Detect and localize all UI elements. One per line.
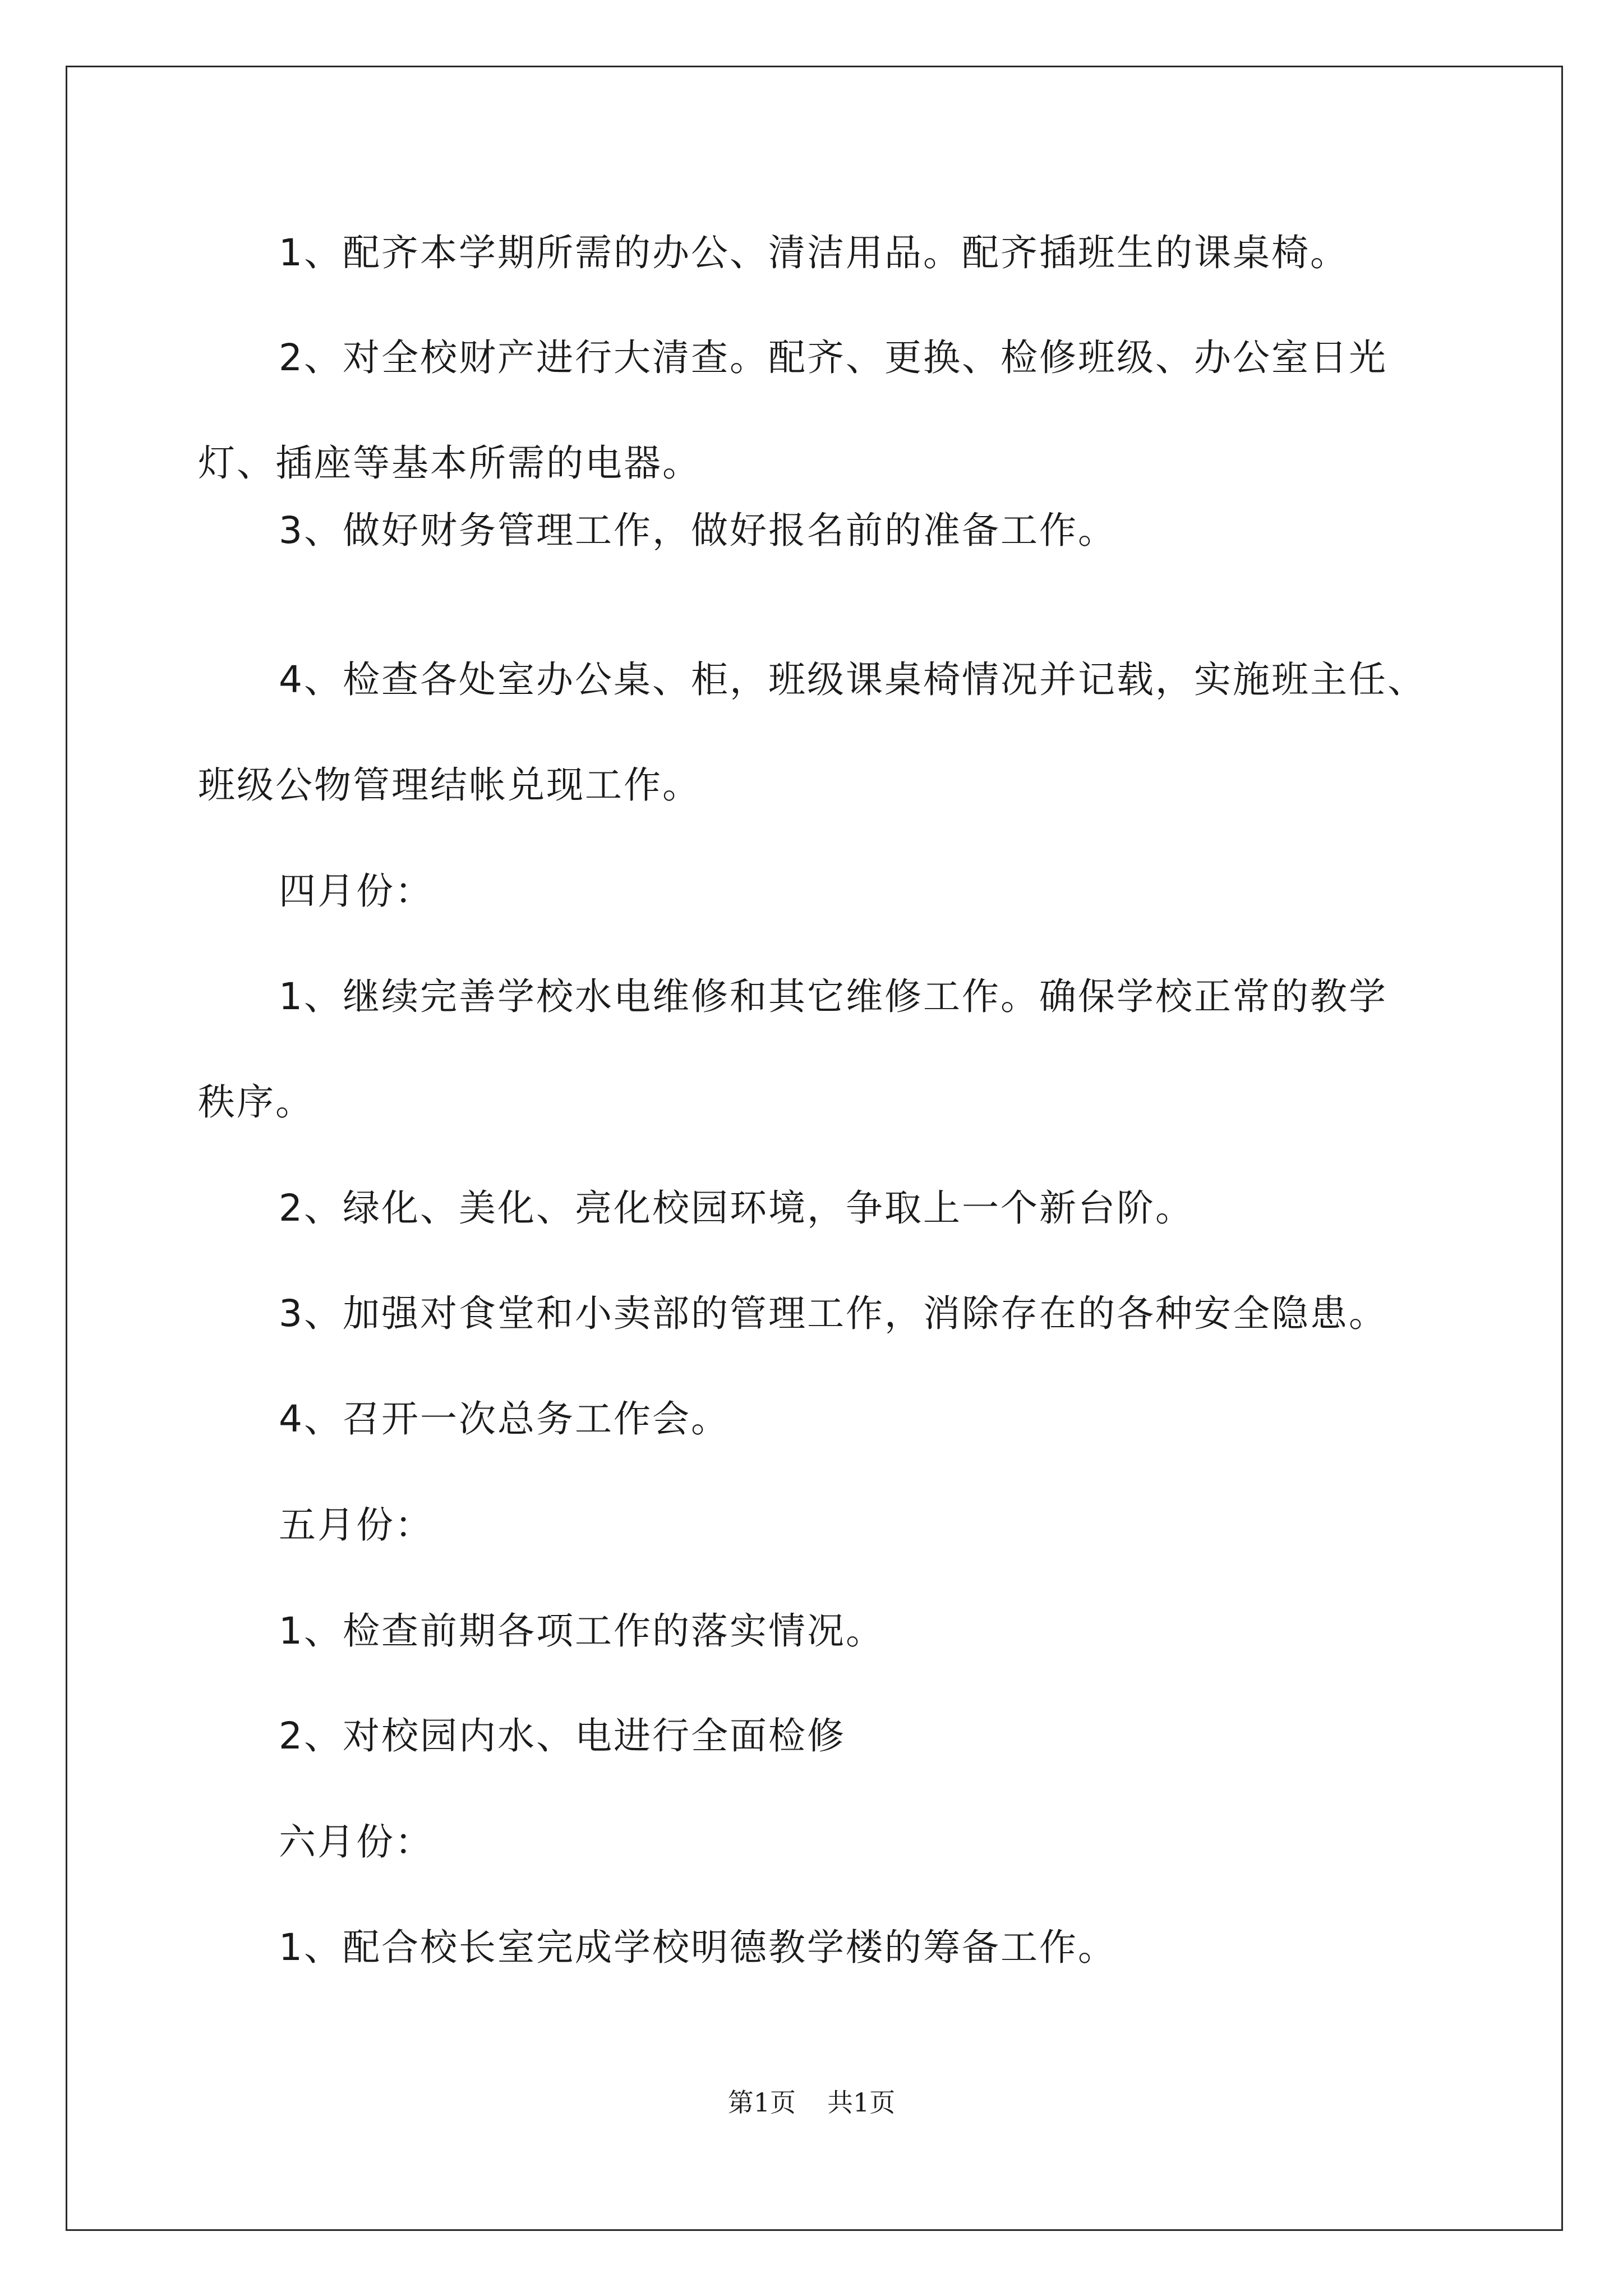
paragraph-item: 1、继续完善学校水电维修和其它维修工作。确保学校正常的教学 — [279, 975, 1387, 1018]
page-number-current: 第1页 — [727, 2087, 796, 2118]
section-heading-april: 四月份： — [279, 869, 434, 913]
paragraph-item: 1、配齐本学期所需的办公、清洁用品。配齐插班生的课桌椅。 — [279, 231, 1349, 274]
paragraph-item: 2、对全校财产进行大清查。配齐、更换、检修班级、办公室日光 — [279, 336, 1387, 379]
paragraph-item: 4、召开一次总务工作会。 — [279, 1397, 730, 1441]
section-heading-may: 五月份： — [279, 1503, 434, 1547]
paragraph-item: 4、检查各处室办公桌、柜，班级课桌椅情况并记载，实施班主任、 — [279, 658, 1426, 701]
paragraph-continuation: 班级公物管理结帐兑现工作。 — [198, 763, 701, 807]
page-border — [66, 66, 1563, 2231]
paragraph-item: 1、配合校长室完成学校明德教学楼的筹备工作。 — [279, 1926, 1117, 1969]
paragraph-item: 2、对校园内水、电进行全面检修 — [279, 1714, 846, 1757]
paragraph-item: 1、检查前期各项工作的落实情况。 — [279, 1609, 884, 1653]
page-footer — [0, 2086, 1623, 2119]
page-number-total: 共1页 — [827, 2087, 896, 2118]
paragraph-item: 3、做好财务管理工作，做好报名前的准备工作。 — [279, 509, 1117, 552]
paragraph-continuation: 秩序。 — [198, 1080, 314, 1124]
section-heading-june: 六月份： — [279, 1820, 434, 1864]
paragraph-item: 2、绿化、美化、亮化校园环境，争取上一个新台阶。 — [279, 1186, 1194, 1230]
paragraph-continuation: 灯、插座等基本所需的电器。 — [198, 441, 701, 485]
paragraph-item: 3、加强对食堂和小卖部的管理工作，消除存在的各种安全隐患。 — [279, 1292, 1387, 1335]
